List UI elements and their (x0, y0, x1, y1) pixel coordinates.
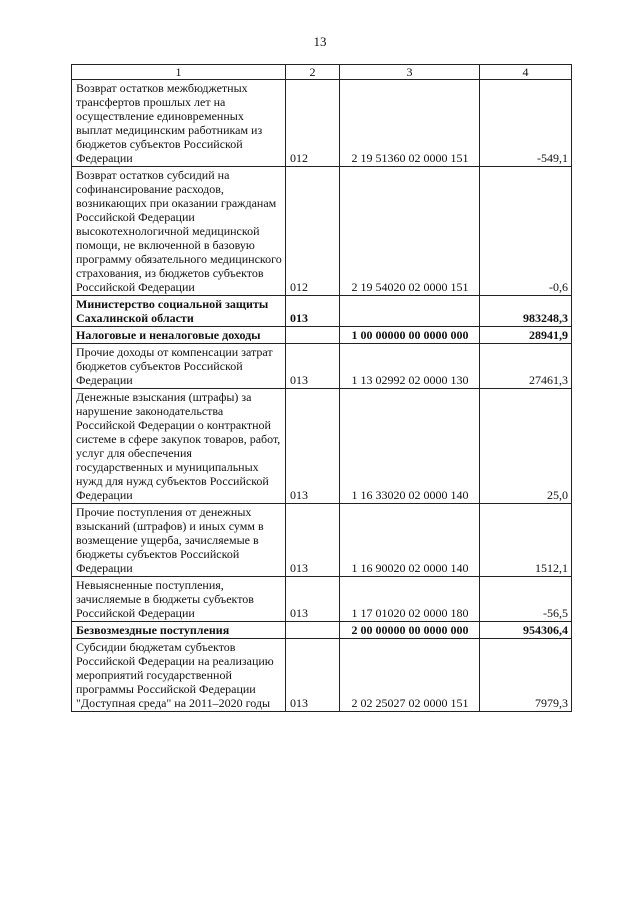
row-amount: 28941,9 (480, 327, 572, 344)
header-col-1: 1 (72, 65, 286, 80)
row-amount: 7979,3 (480, 639, 572, 712)
budget-table (71, 64, 572, 712)
table-row (72, 80, 572, 167)
row-code: 012 (286, 167, 340, 296)
row-name: Министерство социальной защиты Сахалинской области (72, 296, 286, 327)
table-row (72, 344, 572, 389)
row-code: 013 (286, 577, 340, 622)
row-kbk: 2 19 51360 02 0000 151 (340, 80, 480, 167)
row-kbk: 1 16 90020 02 0000 140 (340, 504, 480, 577)
row-kbk: 2 19 54020 02 0000 151 (340, 167, 480, 296)
row-kbk: 1 17 01020 02 0000 180 (340, 577, 480, 622)
table-row (72, 167, 572, 296)
table-row (72, 639, 572, 712)
row-code: 013 (286, 344, 340, 389)
row-kbk: 2 00 00000 00 0000 000 (340, 622, 480, 639)
row-name: Невыясненные поступления, зачисляемые в бюджеты субъектов Российской Федерации (72, 577, 286, 622)
row-amount: 27461,3 (480, 344, 572, 389)
row-name: Налоговые и неналоговые доходы (72, 327, 286, 344)
table-row (72, 389, 572, 504)
row-code: 013 (286, 389, 340, 504)
row-code (286, 622, 340, 639)
row-amount: -549,1 (480, 80, 572, 167)
row-amount: 954306,4 (480, 622, 572, 639)
row-name: Возврат остатков межбюджетных трансфертов прошлых лет на осуществление единовременных выплат медицинским работникам из бюджетов субъектов Российской Федерации (72, 80, 286, 167)
row-name: Безвозмездные поступления (72, 622, 286, 639)
page-number: 13 (313, 34, 327, 49)
row-amount: 1512,1 (480, 504, 572, 577)
row-name: Прочие поступления от денежных взысканий (штрафов) и иных сумм в возмещение ущерба, зачисляемые в бюджеты субъектов Российской Федерации (72, 504, 286, 577)
header-col-3: 3 (340, 65, 480, 80)
row-name: Возврат остатков субсидий на софинансирование расходов, возникающих при оказании гражданам Российской Федерации высокотехнологичной медицинской помощи, не включенной в базовую программу обязательного медицинского страхования, из бюджетов субъектов Российской Федерации (72, 167, 286, 296)
row-kbk: 2 02 25027 02 0000 151 (340, 639, 480, 712)
row-kbk: 1 16 33020 02 0000 140 (340, 389, 480, 504)
row-name: Субсидии бюджетам субъектов Российской Федерации на реализацию мероприятий государственной программы Российской Федерации "Доступная среда" на 2011–2020 годы (72, 639, 286, 712)
row-kbk: 1 00 00000 00 0000 000 (340, 327, 480, 344)
row-code: 012 (286, 80, 340, 167)
row-kbk: 1 13 02992 02 0000 130 (340, 344, 480, 389)
row-name: Денежные взыскания (штрафы) за нарушение законодательства Российской Федерации о контрактной системе в сфере закупок товаров, работ, услуг для обеспечения государственных и муниципальных нужд для нужд субъектов Российской Федерации (72, 389, 286, 504)
row-code: 013 (286, 639, 340, 712)
table-row (72, 622, 572, 639)
row-amount: 25,0 (480, 389, 572, 504)
row-code: 013 (286, 296, 340, 327)
row-code: 013 (286, 504, 340, 577)
row-amount: 983248,3 (480, 296, 572, 327)
row-kbk (340, 296, 480, 327)
row-amount: -56,5 (480, 577, 572, 622)
table-row (72, 327, 572, 344)
header-col-2: 2 (286, 65, 340, 80)
header-row (72, 65, 572, 80)
row-code (286, 327, 340, 344)
header-col-4: 4 (480, 65, 572, 80)
table-row (72, 504, 572, 577)
row-name: Прочие доходы от компенсации затрат бюджетов субъектов Российской Федерации (72, 344, 286, 389)
row-amount: -0,6 (480, 167, 572, 296)
table-row (72, 577, 572, 622)
table-row (72, 296, 572, 327)
